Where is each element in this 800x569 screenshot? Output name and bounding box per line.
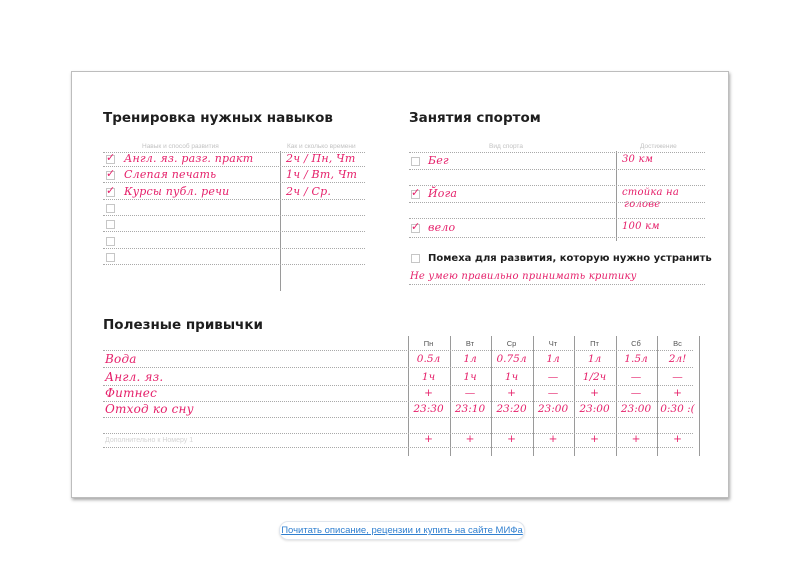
- habit-cell[interactable]: +: [424, 387, 433, 399]
- footer-link[interactable]: Почитать описание, рецензии и купить на сайте МИФа: [279, 521, 525, 540]
- habit-row-line: [103, 385, 693, 386]
- sport-row-line: [409, 169, 705, 170]
- habit-cell[interactable]: —: [630, 387, 642, 399]
- habit-cell[interactable]: 1л: [546, 353, 560, 365]
- skill-checkbox[interactable]: [106, 237, 115, 246]
- habit-cell[interactable]: 1/2ч: [582, 371, 607, 383]
- habit-cell[interactable]: 2л!: [668, 353, 687, 365]
- day-header: Вс: [673, 339, 682, 348]
- skills-col-time: Как и сколько времени: [287, 143, 356, 150]
- sport-result[interactable]: стойка на: [622, 187, 680, 198]
- sport-row-line: [409, 202, 705, 203]
- habit-cell[interactable]: +: [673, 433, 682, 445]
- sport-title: Занятия спортом: [409, 110, 541, 126]
- barrier-text[interactable]: Не умею правильно принимать критику: [410, 271, 637, 282]
- habit-row-line: [103, 447, 693, 448]
- check-mark-icon: ✓: [106, 167, 116, 181]
- habit-cell[interactable]: +: [673, 387, 682, 399]
- habit-cell[interactable]: 1ч: [504, 371, 519, 383]
- habits-title: Полезные привычки: [103, 317, 263, 333]
- habit-row-line: [103, 433, 693, 434]
- day-header: Пт: [590, 339, 599, 348]
- skill-checkbox[interactable]: [106, 204, 115, 213]
- habit-name[interactable]: Отход ко сну: [105, 402, 194, 416]
- skill-row-line: [103, 166, 365, 167]
- sport-col-type: Вид спорта: [489, 143, 523, 150]
- skill-row-line: [103, 231, 365, 232]
- habit-name[interactable]: Фитнес: [105, 386, 157, 400]
- skill-time[interactable]: 2ч / Пн, Чт: [286, 152, 356, 165]
- habit-cell[interactable]: 23:00: [579, 403, 610, 415]
- habit-cell[interactable]: +: [507, 387, 516, 399]
- skill-time[interactable]: 1ч / Вт, Чт: [286, 168, 358, 182]
- habit-cell[interactable]: +: [465, 433, 475, 445]
- check-mark-icon: ✓: [411, 186, 421, 199]
- sport-row-line: [409, 218, 705, 219]
- habit-cell[interactable]: 23:00: [537, 403, 569, 415]
- habit-cell[interactable]: +: [548, 433, 558, 445]
- skill-checkbox[interactable]: [106, 220, 115, 229]
- habit-name[interactable]: Вода: [105, 352, 137, 366]
- habit-cell[interactable]: 1.5л: [624, 353, 648, 365]
- skill-name[interactable]: Слепая печать: [124, 168, 217, 182]
- skills-col-name: Навык и способ развития: [142, 143, 219, 150]
- habit-cell[interactable]: +: [590, 387, 599, 399]
- habit-cell[interactable]: +: [590, 433, 599, 445]
- habit-cell[interactable]: +: [424, 433, 433, 445]
- skills-title: Тренировка нужных навыков: [103, 110, 333, 126]
- skills-divider: [280, 151, 281, 291]
- habit-cell[interactable]: +: [507, 433, 516, 445]
- sport-result[interactable]: 30 км: [622, 154, 654, 165]
- habit-row-line: [103, 367, 693, 368]
- habit-cell[interactable]: 0:30 :(: [660, 403, 695, 415]
- skill-time[interactable]: 2ч / Ср.: [286, 184, 332, 198]
- sport-row-line: [409, 237, 705, 238]
- skill-row-line: [103, 215, 365, 216]
- barrier-line: [409, 284, 705, 285]
- habits-hint: Дополнительно к Номеру 1: [105, 437, 194, 444]
- skill-row-line: [103, 199, 365, 200]
- day-header: Пн: [423, 339, 434, 348]
- sport-divider: [616, 151, 617, 241]
- skill-row-line: [103, 264, 365, 265]
- habit-top-line: [103, 350, 693, 351]
- habit-cell[interactable]: 23:00: [620, 403, 652, 415]
- sport-checkbox[interactable]: [411, 157, 420, 166]
- skill-checkbox[interactable]: [106, 253, 115, 262]
- planner-page: [71, 71, 729, 498]
- habit-cell[interactable]: —: [630, 371, 642, 383]
- habit-cell[interactable]: —: [672, 371, 683, 383]
- habit-cell[interactable]: 23:30: [413, 403, 444, 415]
- sport-name[interactable]: Йога: [428, 187, 458, 200]
- sport-name[interactable]: Бег: [428, 154, 449, 167]
- sport-result[interactable]: 100 км: [622, 221, 660, 232]
- barrier-label: Помеха для развития, которую нужно устранить: [428, 253, 712, 264]
- check-mark-icon: ✓: [106, 151, 116, 164]
- habit-cell[interactable]: —: [547, 387, 559, 399]
- check-mark-icon: ✓: [411, 220, 421, 233]
- skill-name[interactable]: Курсы публ. речи: [124, 184, 230, 198]
- habit-cell[interactable]: 1ч: [421, 371, 436, 383]
- habit-cell[interactable]: 23:20: [496, 403, 527, 415]
- day-header: Ср: [506, 339, 517, 348]
- habit-cell[interactable]: 23:10: [454, 403, 486, 415]
- habit-cell[interactable]: —: [547, 371, 559, 383]
- sport-row-line: [409, 185, 705, 186]
- habit-row-line: [103, 417, 693, 418]
- day-header: Вт: [465, 339, 475, 348]
- skill-row-line: [103, 248, 365, 249]
- habit-cell[interactable]: +: [631, 433, 641, 445]
- habit-cell[interactable]: —: [464, 387, 476, 399]
- skill-name[interactable]: Англ. яз. разг. практ: [124, 152, 254, 165]
- sport-col-result: Достижение: [640, 143, 677, 150]
- habit-cell[interactable]: 1л: [587, 353, 602, 365]
- habit-cell[interactable]: 0.75л: [496, 353, 527, 365]
- habit-cell[interactable]: 1ч: [463, 371, 477, 383]
- sport-top-line: [409, 152, 705, 153]
- sport-name[interactable]: вело: [428, 221, 456, 234]
- sport-result-line2[interactable]: голове: [624, 199, 661, 210]
- barrier-checkbox[interactable]: [411, 254, 420, 263]
- skill-row-line: [103, 182, 365, 183]
- day-header: Чт: [548, 339, 558, 348]
- habit-cell[interactable]: 0.5л: [416, 353, 441, 365]
- habit-cell[interactable]: 1л: [463, 353, 477, 365]
- check-mark-icon: ✓: [106, 183, 116, 197]
- habit-name[interactable]: Англ. яз.: [105, 370, 164, 384]
- day-header: Сб: [631, 339, 641, 348]
